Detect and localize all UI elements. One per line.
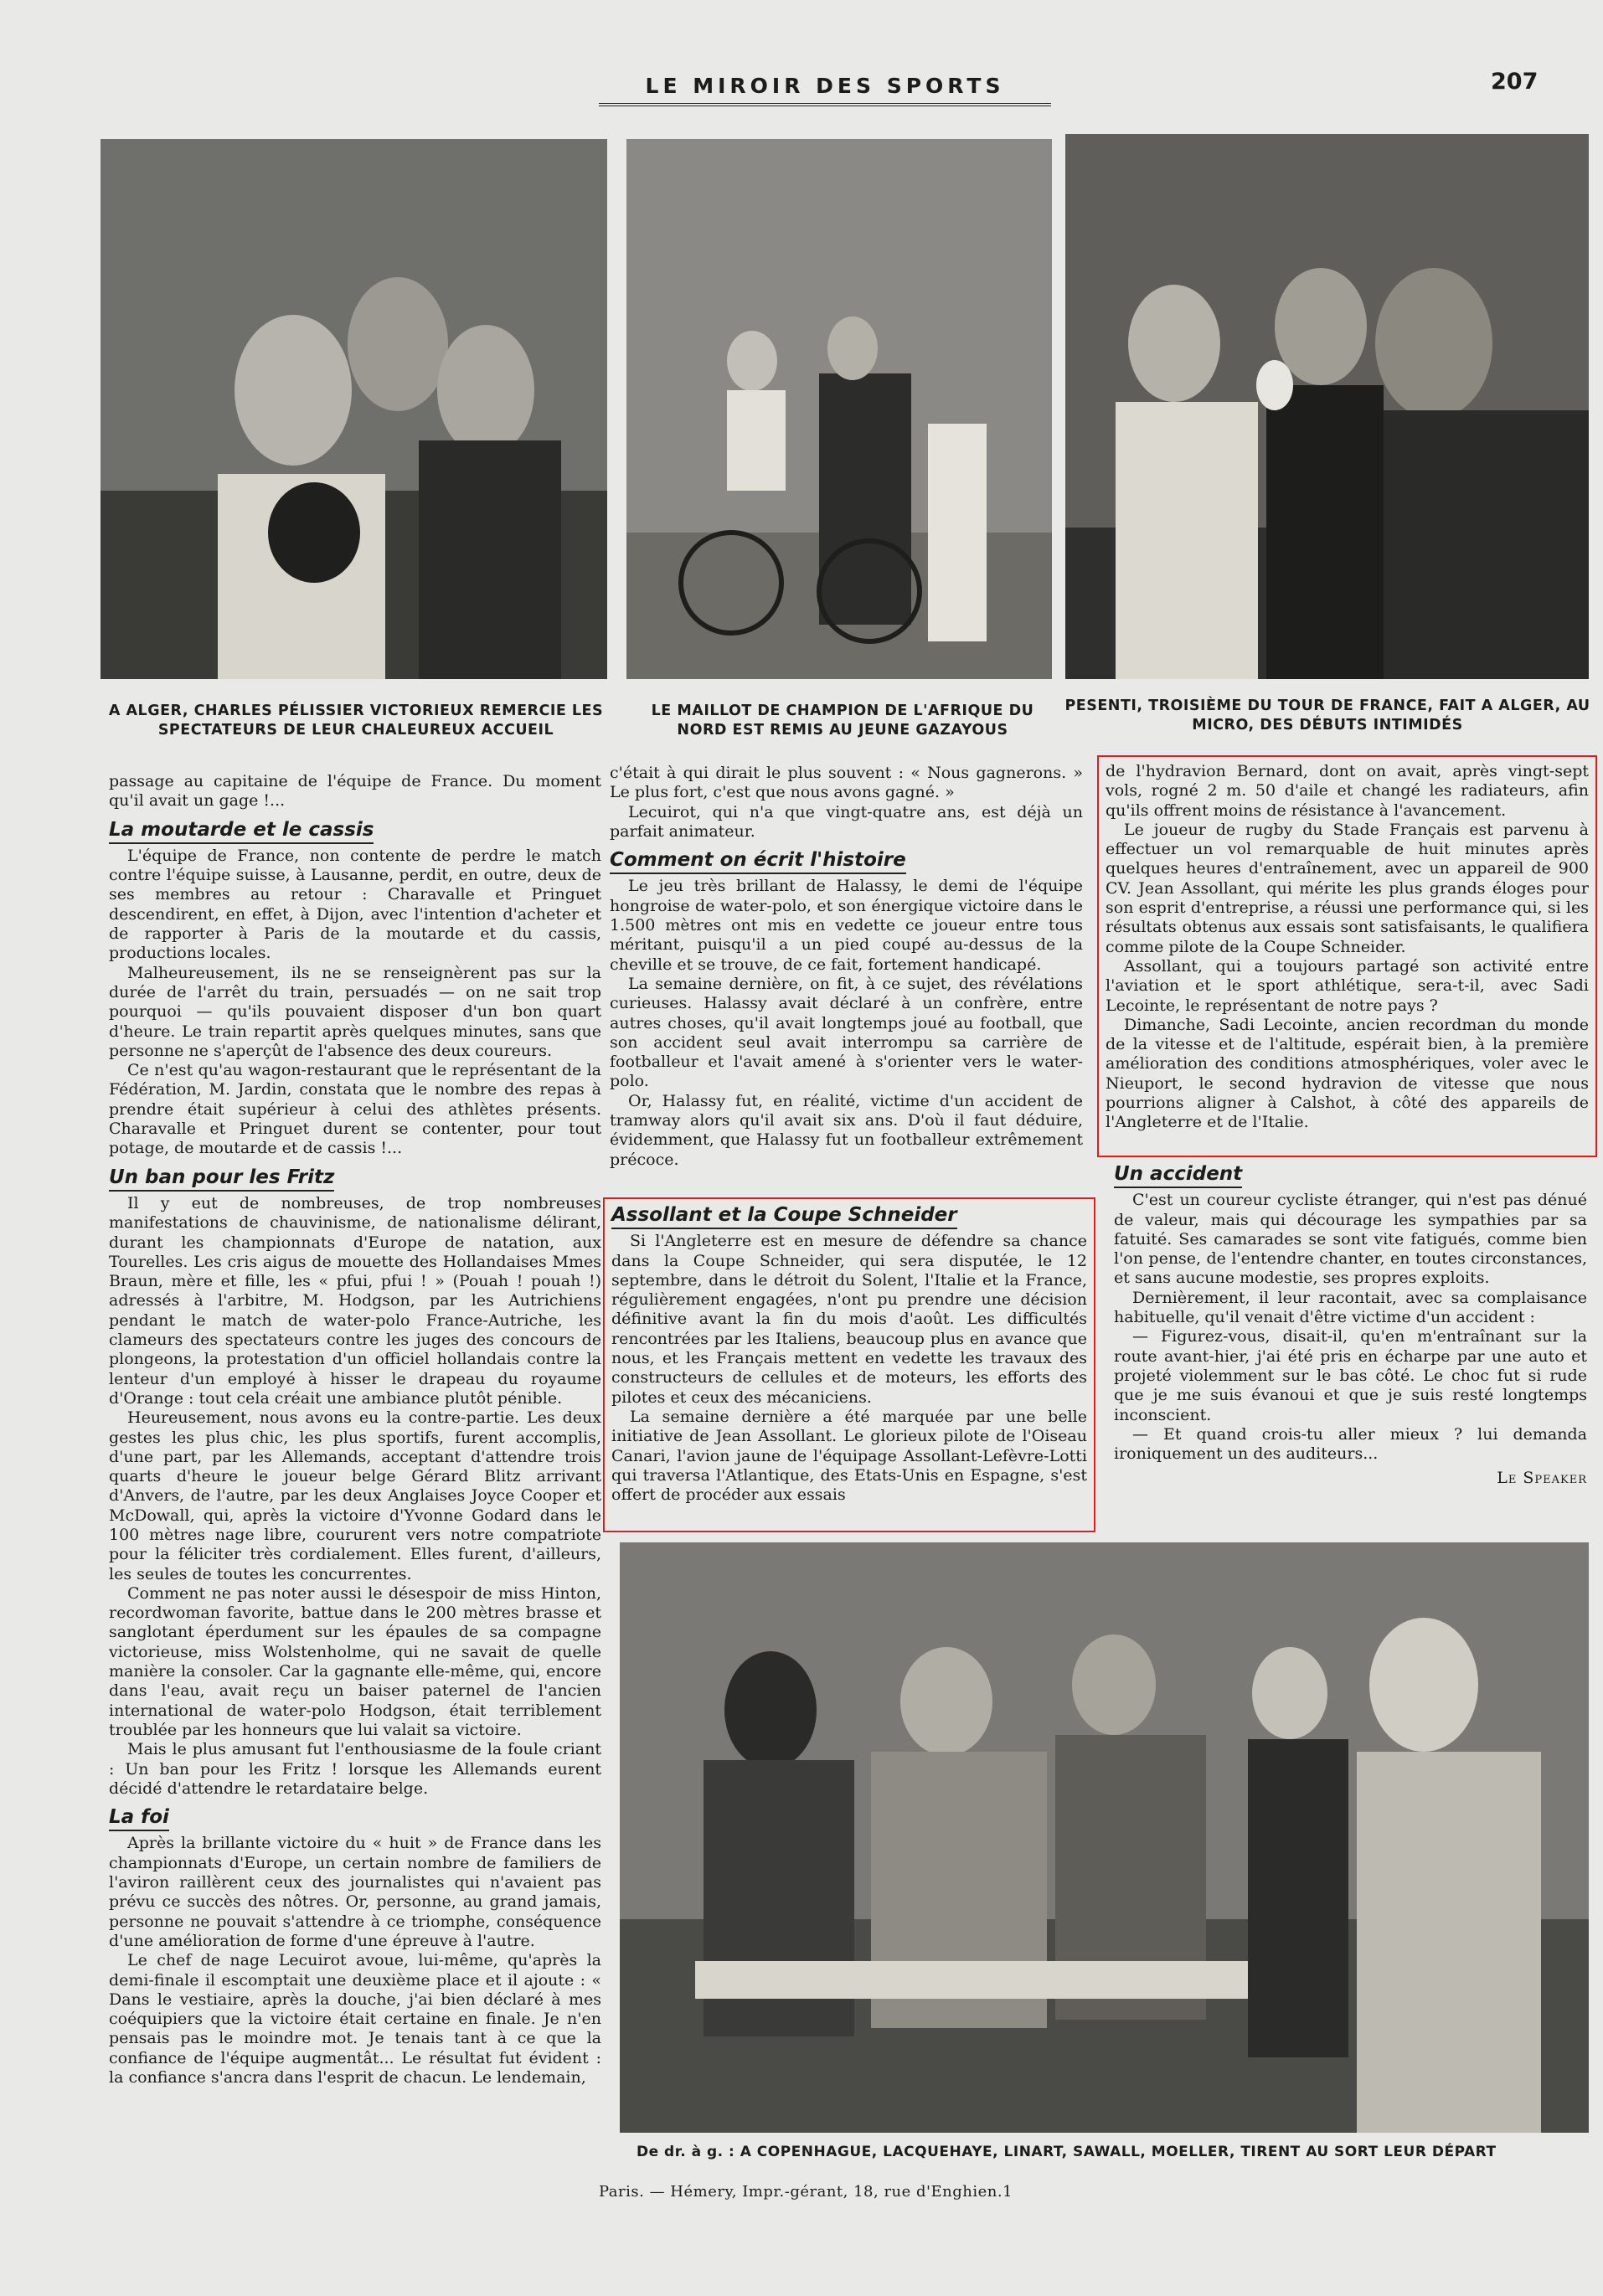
heading-moutarde-text: La moutarde et le cassis [109,819,374,844]
paragraph: Dimanche, Sadi Lecointe, ancien recordman du monde de la vitesse et de l'altitude, espérait bien, à la première amélioration des conditions atmosphériques, voler avec le Nieuport, le second hydravion de vitesse que nous pourrions aligner à Calshot, à côté des appareils de l'Angleterre et de l'Italie. [1106,1015,1589,1132]
highlight-box-assollant [603,1197,1095,1532]
heading-assollant [611,1206,1087,1225]
caption-pesenti: PESENTI, TROISIÈME DU TOUR DE FRANCE, FAIT A ALGER, AU MICRO, DES DÉBUTS INTIMIDÉS [1064,698,1590,734]
heading-foi [109,1808,601,1827]
paragraph: Comment ne pas noter aussi le désespoir de miss Hinton, recordwoman favorite, battue dans le 200 mètres brasse et sanglotant éperdument sur les épaules de sa compagne victorieuse, miss Wolstenholme, qui ne savait de quelle manière la consoler. Car la gagnante elle-même, qui, encore dans l'eau, avait reçu un baiser paternel de l'ancien international de water-polo Hodgson, était terriblement troublée par les honneurs que lui valait sa victoire. [109,1583,601,1739]
paragraph: La semaine dernière a été marquée par une belle initiative de Jean Assollant. Le glorieux pilote de l'Oiseau Canari, l'avion jaune de l'équipage Assollant-Lefèvre-Lotti qui traversa l'Atlantique, des Etats-Unis en Espagne, s'est offert de procéder aux essais [611,1407,1087,1505]
col1-intro: passage au capitaine de l'équipe de France. Du moment qu'il avait un gage !... [109,772,601,811]
paragraph: C'est un coureur cycliste étranger, qui n'est pas dénué de valeur, mais qui décourage les sympathies par sa fatuité. Ses camarades se sont vite fatigués, comme bien l'on pense, de l'entendre chanter, en toutes circonstances, et sans aucune modestie, ses propres exploits. [1114,1191,1587,1288]
heading-foi-text: La foi [109,1806,169,1831]
photo-pesenti-image [1065,134,1589,679]
highlight-box-hydravion [1097,755,1597,1157]
caption-pelissier: A ALGER, CHARLES PÉLISSIER VICTORIEUX REMERCIE LES SPECTATEURS DE LEUR CHALEUREUX ACCUEIL [108,703,604,739]
paragraph: Le joueur de rugby du Stade Français est parvenu à effectuer un vol remarquable de huit minutes après quelques heures d'entraînement, avec un appareil de 900 CV. Jean Assollant, qui mérite les plus grands éloges pour son esprit d'entreprise, a réussi une performance qui, si les résultats obtenus aux essais sont satisfaisants, le qualifiera comme pilote de la Coupe Schneider. [1106,820,1589,956]
col2-intro: c'était à qui dirait le plus souvent : « Nous gagnerons. » Le plus fort, c'est que nous avons gagné. » [610,764,1083,802]
paragraph: Si l'Angleterre est en mesure de défendre sa chance dans la Coupe Schneider, qui sera disputée, le 12 septembre, dans le détroit du Solent, l'Italie et la France, régulièrement engagées, n'ont pu prendre une décision définitive avant la fin du mois d'août. Les difficultés rencontrées par les Italiens, beaucoup plus en avance que nous, et les Français mettent en vedette les travaux des constructeurs de cellules et de moteurs, les efforts des pilotes et ceux des mécaniciens. [611,1232,1087,1407]
paragraph: La semaine dernière, on fit, à ce sujet, des révélations curieuses. Halassy avait déclaré à un confrère, entre autres choses, qu'il avait longtemps joué au football, que son accident seul avait interrompu sa carrière de footballeur et l'avait amené à s'orienter vers le water-polo. [610,974,1083,1091]
column-2 [610,764,1083,1170]
paragraph: de l'hydravion Bernard, dont on avait, après vingt-sept vols, rogné 2 m. 50 d'aile et changé les radiateurs, afin qu'ils offrent moins de résistance à l'avancement. [1106,762,1589,820]
column-3 [1114,1156,1587,1489]
footer-imprint: Paris. — Hémery, Impr.-gérant, 18, rue d'Enghien.1 [599,2183,1013,2201]
heading-accident-text: Un accident [1114,1163,1242,1188]
column-1 [109,772,601,2088]
photo-pelissier-image [101,139,607,679]
photo-pesenti [1065,134,1589,679]
paragraph: Le chef de nage Lecuirot avoue, lui-même, qu'après la demi-finale il escomptait une deuxième place et il ajoute : « Dans le vestiaire, après la douche, j'ai bien déclaré à mes coéquipiers que la victoire était certaine en finale. Je n'en pensais pas le moindre mot. Je tenais tant à ce que la confiance de l'équipe augmentât... Le résultat fut évident : la confiance s'ancra dans l'esprit de chacun. Le lendemain, [109,1951,601,2087]
paragraph: Or, Halassy fut, en réalité, victime d'un accident de tramway alors qu'il avait six ans. D'où il faut déduire, évidemment, que Halassy fut un footballeur extrêmement précoce. [610,1091,1083,1169]
page-number: 207 [1491,69,1539,95]
heading-histoire [610,851,1083,870]
signature: Le Speaker [1497,1469,1587,1488]
caption-gazayous: LE MAILLOT DE CHAMPION DE L'AFRIQUE DU NORD EST REMIS AU JEUNE GAZAYOUS [651,703,1034,739]
paragraph: Assollant, qui a toujours partagé son activité entre l'aviation et le sport athlétique, sera-t-il, avec Sadi Lecointe, le représentant de notre pays ? [1106,956,1589,1015]
paragraph: Heureusement, nous avons eu la contre-partie. Les deux gestes les plus chic, les plus sportifs, furent accomplis, d'une part, par les Allemands, acceptant d'attendre trois quarts d'heure le joueur belge Gérard Blitz arrivant d'Anvers, de l'autre, par les deux Anglaises Joyce Cooper et McDowall, qui, après la victoire d'Yvonne Godard dans le 100 mètres nage libre, coururent vers notre compatriote pour la féliciter très cordialement. Elles furent, d'ailleurs, les seules de toutes les concurrentes. [109,1408,601,1583]
paragraph: Le jeu très brillant de Halassy, le demi de l'équipe hongroise de water-polo, et son énergique victoire dans le 1.500 mètres ont mis en vedette ce joueur entre tous méritant, puisqu'il a un pied coupé au-dessus de la cheville et se trouve, de ce fait, fortement handicapé. [610,877,1083,974]
paragraph: Après la brillante victoire du « huit » de France dans les championnats d'Europe, un certain nombre de familiers de l'aviron raillèrent ceux des journalistes qui n'avaient pas prévu ce succès des nôtres. Or, personne, au grand jamais, personne ne pouvait s'attendre à ce triomphe, conséquence d'une amélioration de forme d'une épreuve à l'autre. [109,1834,601,1950]
heading-fritz-text: Un ban pour les Fritz [109,1166,334,1192]
paragraph: Ce n'est qu'au wagon-restaurant que le représentant de la Fédération, M. Jardin, constata que le nombre des repas à prendre était supérieur à celui des athlètes présents. Charavalle et Pringuet durent se contenter, pour tout potage, de moutarde et de cassis !... [109,1061,601,1158]
paragraph: Malheureusement, ils ne se renseignèrent pas sur la durée de l'arrêt du train, persuadés — on ne sait trop pourquoi — qu'ils pouvaient disposer d'un bon quart d'heure. Le train repartit après quelques minutes, sans que personne ne s'aperçût de l'absence des deux coureurs. [109,963,601,1060]
paragraph: Dernièrement, il leur racontait, avec sa complaisance habituelle, qu'il venait d'être victime d'un accident : [1114,1288,1587,1327]
photo-copenhague-image [620,1542,1589,2133]
heading-accident [1114,1165,1587,1184]
masthead-title: LE MIROIR DES SPORTS [599,74,1051,106]
caption-copenhague: De dr. à g. : A COPENHAGUE, LACQUEHAYE, LINART, SAWALL, MOELLER, TIRENT AU SORT LEUR DÉPART [637,2144,1497,2160]
paragraph: L'équipe de France, non contente de perdre le match contre l'équipe suisse, à Lausanne, perdit, en outre, deux de ses membres au retour : Charavalle et Pringuet descendirent, en effet, à Dijon, avec l'intention d'acheter et de rapporter à Paris de la moutarde et du cassis, productions locales. [109,846,601,963]
heading-fritz [109,1168,601,1187]
heading-assollant-text: Assollant et la Coupe Schneider [611,1204,957,1229]
paragraph: — Figurez-vous, disait-il, qu'en m'entraînant sur la route avant-hier, j'ai été pris en écharpe par une auto et projeté violemment sur le bas côté. Le choc fut si rude que je me suis évanoui et que je suis resté longtemps inconscient. [1114,1327,1587,1424]
photo-gazayous-image [626,139,1052,679]
paragraph: Mais le plus amusant fut l'enthousiasme de la foule criant : Un ban pour les Fritz ! lorsque les Allemands eurent décidé d'attendre le retardataire belge. [109,1740,601,1798]
photo-pelissier [101,139,607,679]
heading-histoire-text: Comment on écrit l'histoire [610,849,906,874]
paragraph: Il y eut de nombreuses, de trop nombreuses manifestations de chauvinisme, de nationalisme délirant, durant les championnats d'Europe de natation, aux Tourelles. Les cris aigus de mouette des Hollandaises Mmes Braun, mère et fille, les « pfui, pfui ! » (Pouah ! pouah !) adressés à l'arbitre, M. Hodgson, par les Autrichiens pendant le match de water-polo France-Autriche, les clameurs des spectateurs contre les juges des concours de plongeons, la protestation d'un officiel hollandais contre la lenteur d'un employé à hisser le drapeau du royaume d'Orange : tout cela créait une ambiance plutôt pénible. [109,1193,601,1408]
heading-moutarde [109,818,601,841]
photo-gazayous [626,139,1052,679]
paragraph: — Et quand crois-tu aller mieux ? lui demanda ironiquement un des auditeurs... [1114,1424,1587,1464]
photo-copenhague [620,1542,1589,2133]
paragraph: Lecuirot, qui n'a que vingt-quatre ans, est déjà un parfait animateur. [610,802,1083,841]
